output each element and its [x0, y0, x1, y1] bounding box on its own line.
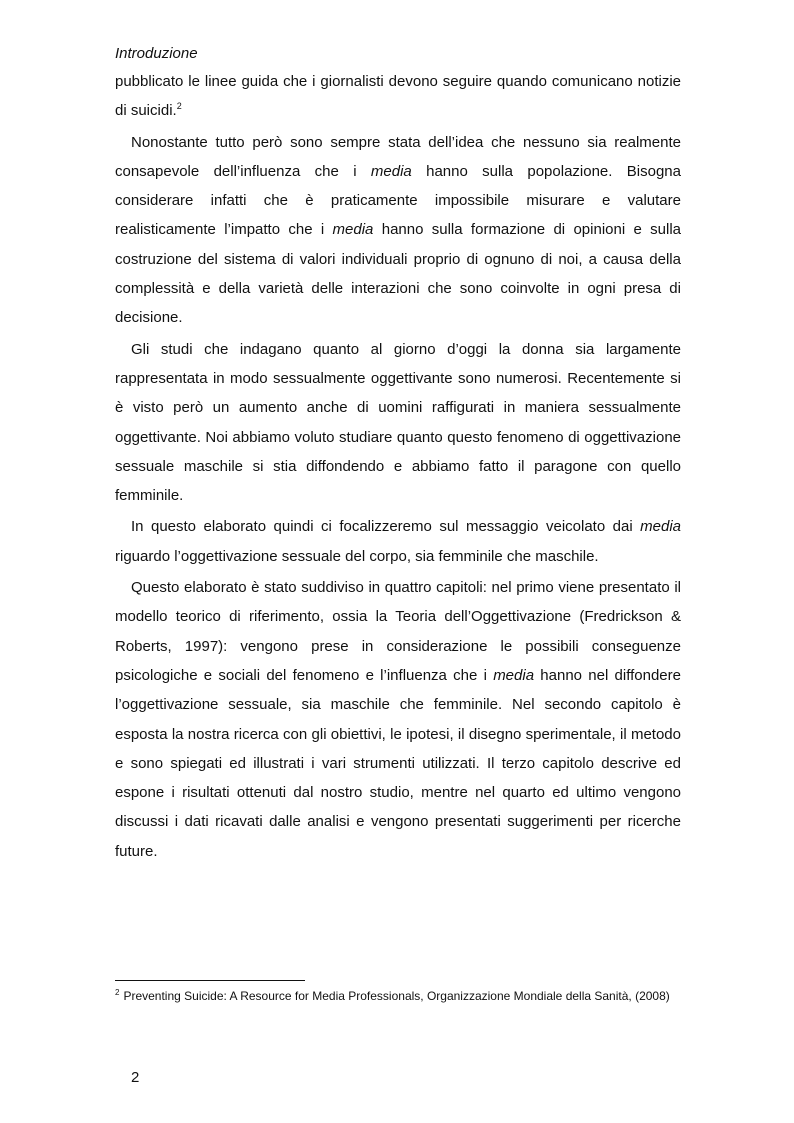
paragraph-1: [115, 67, 681, 126]
paragraph-3-text: Gli studi che indagano quanto al giorno d’oggi la donna sia largamente rappresentata in modo sessualmente oggettivante sono numerosi. Recentemente si è visto però un aumento anche di uomini raffigurati in maniera sessualmente oggettivante. Noi abbiamo voluto studiare quanto questo fenomeno di oggettivazione sessuale maschile si stia diffondendo e abbiamo fatto il paragone con quello femminile.: [115, 340, 681, 505]
footnote-text: Preventing Suicide: A Resource for Media Professionals, Organizzazione Mondiale della Sanità, (2008): [123, 989, 670, 1003]
footnote-number: 2: [115, 988, 120, 997]
paragraph-4: [115, 512, 681, 571]
body-text: [115, 67, 681, 866]
footnote-divider: [115, 980, 305, 981]
page-body: [115, 44, 681, 866]
paragraph-4-text-2: riguardo l’oggettivazione sessuale del corpo, sia femminile che maschile.: [115, 547, 599, 565]
page-number: 2: [131, 1069, 140, 1086]
paragraph-2-text-3: hanno sulla formazione di opinioni e sulla costruzione del sistema di valori individuali proprio di ognuno di noi, a causa della complessità e della varietà delle interazioni che sono coinvolte in ogni presa di decisione.: [115, 221, 682, 327]
paragraph-1-text: pubblicato le linee guida che i giornalisti devono seguire quando comunicano notizie di suicidi.: [115, 73, 681, 120]
paragraph-2-emphasis-2: media: [332, 221, 374, 239]
paragraph-5: [115, 573, 681, 866]
paragraph-2-text-2: hanno sulla popolazione. Bisogna considerare infatti che è praticamente impossibile misurare e valutare realisticamente l’impatto che i: [115, 162, 681, 239]
paragraph-4-text-1: In questo elaborato quindi ci focalizzeremo sul messaggio veicolato dai: [131, 518, 641, 536]
paragraph-5-emphasis-1: media: [493, 666, 535, 684]
paragraph-4-emphasis-1: media: [640, 518, 681, 536]
paragraph-2-text-1: Nonostante tutto però sono sempre stata dell’idea che nessuno sia realmente consapevole dell’influenza che i: [115, 133, 681, 180]
paragraph-5-text-1: Questo elaborato è stato suddiviso in quattro capitoli: nel primo viene presentato il modello teorico di riferimento, ossia la Teoria dell’Oggettivazione (Fredrickson & Roberts, 1997): vengono prese in considerazione le possibili conseguenze psicologiche e sociali del fenomeno e l’influenza che i: [115, 579, 681, 684]
paragraph-3: [115, 335, 681, 511]
footnote-reference[interactable]: 2: [176, 101, 182, 112]
paragraph-2-emphasis-1: media: [370, 162, 412, 180]
paragraph-5-text-2: hanno nel diffondere l’oggettivazione sessuale, sia maschile che femminile. Nel secondo capitolo è esposta la nostra ricerca con gli obiettivi, le ipotesi, il disegno sperimentale, il metodo e sono spiegati ed illustrati i vari strumenti utilizzati. Il terzo capitolo descrive ed espone i risultati ottenuti dal nostro studio, mentre nel quarto ed ultimo vengono discussi i dati ricavati dalle analisi e vengono presentati suggerimenti per ricerche future.: [115, 666, 681, 860]
footnote: [115, 988, 681, 1004]
running-header: Introduzione: [115, 45, 198, 62]
paragraph-2: [115, 128, 681, 333]
